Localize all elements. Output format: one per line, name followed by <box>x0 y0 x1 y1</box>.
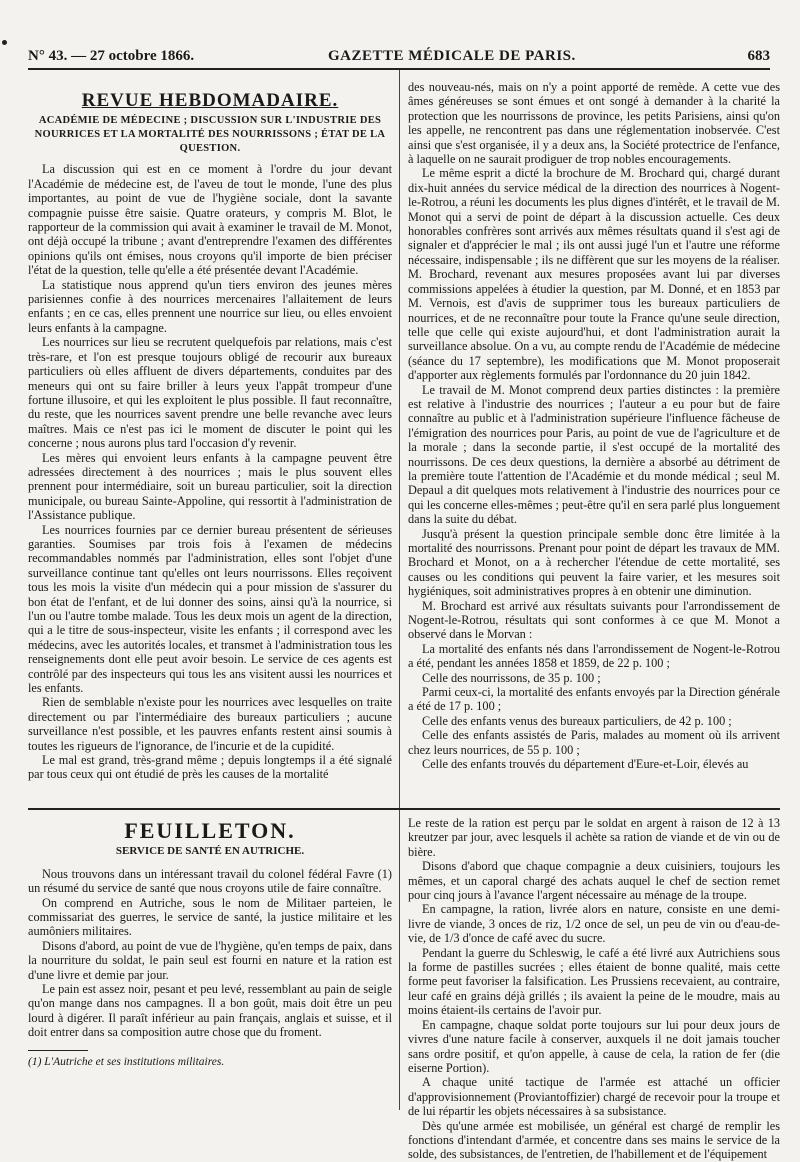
paragraph: des nouveau-nés, mais on n'y a point apporté de remède. A cette vue des âmes généreuses se sont émues et ont songé à demander à la charité la protection que les nourrissons de province, les petits Parisiens, ainsi qu'on les appelle, ne rencontrent pas dans une réglementation inobservée. C'est ainsi que s'est organisée, il y a deux ans, la Société protectrice de l'enfance, à laquelle on ne saurait prodiguer de trop nobles encouragements. <box>408 80 780 167</box>
issue-date: N° 43. — 27 octobre 1866. <box>28 48 195 64</box>
journal-title: GAZETTE MÉDICALE DE PARIS. <box>328 48 576 64</box>
paragraph: On comprend en Autriche, sous le nom de Militaer parteien, le commissariat des guerres, le service de santé, la justice militaire et les aumôniers militaires. <box>28 895 392 939</box>
paragraph: Nous trouvons dans un intéressant travail du colonel fédéral Favre (1) un résumé du service de santé que nous croyons utile de faire connaître. <box>28 866 392 896</box>
paragraph: Le travail de M. Monot comprend deux parties distinctes : la première est relative à l'industrie des nourrices ; l'auteur a eu pour but de faire connaître au public et à l'administration supérieure l'influence fâcheuse de l'émigration des nourrices pour Paris, au point de vue de l'agriculture et de la morale ; dans la seconde partie, il s'est occupé de la mortalité des nourrissons. De ces deux questions, la dernière a absorbé au détriment de la première toute l'attention de l'Académie et du monde médical ; seul M. Depaul a dit quelques mots relativement à l'industrie des nourrices pour ce qui les concerne elles-mêmes ; peut-être qu'il en sera parlé plus longuement dans la suite du débat. <box>408 382 781 527</box>
revue-right-column <box>408 80 780 800</box>
paragraph: Pendant la guerre du Schleswig, le café a été livré aux Autrichiens sous la forme de pastilles sucrées ; elles étaient de bonne qualité, mais cette forme peut favoriser la falsification. Les Prussiens recevaient, au contraire, leur café en grains déjà grillés ; ils avaient la peine de le moudre, mais au moins étaient-ils certains de l'avoir pur. <box>408 945 780 1018</box>
statistic-line: Parmi ceux-ci, la mortalité des enfants envoyés par la Direction générale a été de 17 p. 100 ; <box>408 685 780 714</box>
paragraph: La statistique nous apprend qu'un tiers environ des jeunes mères parisiennes confie à des nourrices mercenaires l'allaitement de leurs enfants ; en ce cas, elles prennent une nourrice sur lieu, ou elles envoient leurs enfants à la campagne. <box>28 277 392 335</box>
statistic-line: La mortalité des enfants nés dans l'arrondissement de Nogent-le-Rotrou a été, pendant les années 1858 et 1859, de 22 p. 100 ; <box>408 641 780 671</box>
paragraph: Le mal est grand, très-grand même ; depuis longtemps il a été signalé par tous ceux qui ont étudié de près les causes de la mortalité <box>28 753 392 782</box>
paragraph: Le reste de la ration est perçu par le soldat en argent à raison de 12 à 13 kreutzer par jour, avec lesquels il achète sa ration de viande et de vin ou de bière. <box>408 816 780 859</box>
revue-subtitle: ACADÉMIE DE MÉDECINE ; DISCUSSION SUR L'INDUSTRIE DES NOURRICES ET LA MORTALITÉ DES NOURRISSONS ; ÉTAT DE LA QUESTION. <box>34 115 386 155</box>
column-divider <box>399 70 400 1110</box>
paragraph: Disons d'abord, au point de vue de l'hygiène, qu'en temps de paix, dans la nourriture du soldat, le pain seul est fourni en nature et la ration est d'une livre et demie par jour. <box>28 938 392 982</box>
feuilleton-left-column <box>28 816 392 1116</box>
revue-title: REVUE HEBDOMADAIRE. <box>81 90 339 111</box>
paragraph: Les mères qui envoient leurs enfants à la campagne peuvent être adressées directement à des nourrices ; mais le plus souvent elles prennent pour intermédiaire, soit un bureau particulier, soit la direction municipale, ou bureau Sainte-Appoline, qui ressortit à l'administration de l'Assistance publique. <box>28 450 392 523</box>
paragraph: A chaque unité tactique de l'armée est attaché un officier d'approvisionnement (Proviantoffizier) chargé de recevoir pour la troupe et de lui répartir les objets nécessaires à sa subsistance. <box>408 1075 780 1119</box>
statistic-line: Celle des enfants trouvés du département d'Eure-et-Loir, élevés au <box>422 757 749 772</box>
binding-mark <box>2 40 7 45</box>
feuilleton-divider <box>28 808 780 810</box>
paragraph: Le même esprit a dicté la brochure de M. Brochard qui, chargé durant dix-huit années du service médical de la direction des nourrices à Nogent-le-Rotrou, a réuni les documents les plus dignes d'intérêt, et le travail de M. Monot qui a servi de point de départ à la discussion actuelle. Ces deux honorables confrères sont arrivés aux mêmes résultats quand il s'est agi de signaler et d'apprécier le mal ; ils ont aussi jugé l'un et l'autre une réforme nécessaire, indispensable ; ils ne diffèrent que sur les moyens de la réaliser. M. Brochard, revenant aux mesures proposées avant lui par diverses commissions appelées à étudier la question, par M. Donné, et en 1853 par M. Vernois, est d'avis de supprimer tous les bureaux particuliers de nourrices, et de ne reconnaître pour toute la France qu'une seule direction, telle que celle qui existe aujourd'hui, et dont l'administration aurait la surveillance absolue. On a vu, au compte rendu de l'Académie de médecine (séance du 17 septembre), les modifications que M. Monot proposerait d'apporter aux règlements formulés par l'ordonnance du 20 juin 1842. <box>408 166 780 383</box>
paragraph: Disons d'abord que chaque compagnie a deux cuisiniers, toujours les mêmes, et un caporal chargé des achats auquel le chef de section remet pour cinq jours à l'avance l'argent nécessaire au ménage de la troupe. <box>408 859 780 903</box>
paragraph: La discussion qui est en ce moment à l'ordre du jour devant l'Académie de médecine est, de l'aveu de tout le monde, l'une des plus importantes, au point de vue de l'hygiène sociale, dont la savante compagnie puisse être saisie. Quatre orateurs, y compris M. Blot, le rapporteur de la commission qui avait à examiner le travail de M. Monot, ont déjà occupé la tribune ; avant d'entreprendre l'examen des différentes opinions qu'ils ont émises, nous croyons qu'il importe de bien préciser l'état de la question, telle qu'elle a été présentée devant l'Académie. <box>28 162 392 278</box>
feuilleton-subtitle: SERVICE DE SANTÉ EN AUTRICHE. <box>115 845 305 858</box>
statistic-line: Celle des enfants assistés de Paris, malades au moment où ils arrivent chez leurs nourrices, de 55 p. 100 ; <box>408 728 780 757</box>
paragraph: Les nourrices sur lieu se recrutent quelquefois par relations, mais c'est très-rare, et l'on est presque toujours obligé de recourir aux bureaux particuliers où elles affluent de divers départements, conduites par des meneurs qui ont su faire briller à leurs yeux l'appât trompeur d'une fortune illusoire, et qui les exploitent le plus possible. Il faut reconnaître, du reste, que les nourrices savent prendre une belle revanche avec leurs maîtres. Mais ce n'est pas ici le moment de discuter le point qui les concerne ; nous aurons plus tard l'occasion d'y revenir. <box>28 335 392 451</box>
paragraph: Rien de semblable n'existe pour les nourrices avec lesquelles on traite directement ou par l'intermédiaire des bureaux particuliers ; aucune surveillance n'est possible, et les pauvres enfants restent ainsi soumis à toutes les rigueurs de l'ignorance, de l'incurie et de la cupidité. <box>28 695 392 753</box>
paragraph: Jusqu'à présent la question principale semble donc être limitée à la mortalité des nourrissons. Prenant pour point de départ les travaux de MM. Brochard et Monot, on a à rechercher l'étendue de cette mortalité, ses causes ou les conditions qui peuvent la faire varier, et les mesures soit hygiéniques, soit administratives propres à en obtenir une diminution. <box>408 526 780 599</box>
footnote: (1) L'Autriche et ses institutions militaires. <box>28 1055 225 1068</box>
paragraph: En campagne, chaque soldat porte toujours sur lui pour deux jours de vivres d'une nature facile à conserver, auxquels il ne doit jamais toucher sans ordre positif, et qu'on appelle, à cause de cela, la ration de fer (die eiserne Portion). <box>408 1017 780 1075</box>
paragraph: M. Brochard est arrivé aux résultats suivants pour l'arrondissement de Nogent-le-Rotrou, résultats qui sont conformes à ce que M. Monot a observé dans le Morvan : <box>408 598 780 642</box>
statistic-line: Celle des enfants venus des bureaux particuliers, de 42 p. 100 ; <box>422 713 732 728</box>
paragraph: Les nourrices fournies par ce dernier bureau présentent de sérieuses garanties. Soumises par trois fois à l'examen de médecins recommandables nommés par l'administration, elles sont l'objet d'une surveillance continue tant qu'elles ont leurs nourrissons. Elles reçoivent tous les mois la visite d'un médecin qui a pour mission de s'assurer du bon état de l'enfant, et de lui donner des soins, ainsi qu'à la nourrice, si l'un ou l'autre tombe malade. Tous les deux mois un agent de la direction, qui a le titre de sous-inspecteur, visite les enfants ; il correspond avec les médecins, avec les autorités locales, et transmet à l'administration tous les renseignements dont elle peut avoir besoin. Le service de ces agents est contrôlé par des inspecteurs qui tous les ans visitent aussi les nourrices et les enfants. <box>28 522 392 696</box>
feuilleton-right-column <box>408 816 780 1162</box>
running-head <box>28 44 770 70</box>
paragraph: Le pain est assez noir, pesant et peu levé, ressemblant au pain de seigle qu'on mange dans nos campagnes. Il a bon goût, mais doit être un peu lourd à digérer. Il paraît inférieur au pain français, anglais et suisse, et il doit entrer dans sa composition autre chose que du froment. <box>28 982 392 1040</box>
feuilleton-title: FEUILLETON. <box>124 818 296 843</box>
statistic-line: Celle des nourrissons, de 35 p. 100 ; <box>422 670 601 685</box>
page-number: 683 <box>747 48 770 64</box>
footnote-rule <box>28 1050 88 1051</box>
revue-left-column <box>28 76 392 796</box>
paragraph: Dès qu'une armée est mobilisée, un général est chargé de remplir les fonctions d'intendant d'armée, et concentre dans ses mains le service de la solde, des subsistances, de l'entretien, de l'habillement et de l'équipement <box>408 1118 780 1162</box>
paragraph: En campagne, la ration, livrée alors en nature, consiste en une demi-livre de viande, 3 onces de riz, 1/2 once de sel, un peu de vin ou d'eau-de-vie, de 1/3 d'once de café avec du sucre. <box>408 902 780 946</box>
